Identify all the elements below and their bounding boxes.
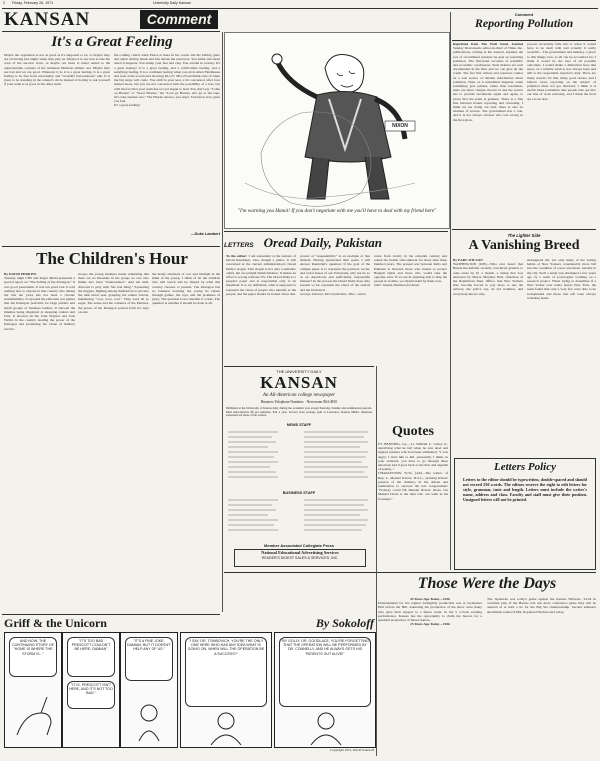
editorial-signature: —Duke Lambert: [190, 232, 220, 236]
quotes-headline: Quotes: [392, 424, 434, 439]
pollution-col2: process invariably falls into it when it would have to be dealt with and actually it really wouldn't... The government and industry, a place to talk things over, so all can be accounted for; I think it would be the best of all possible outcomes. I would make a distinction here that news, as a reliable service, has always been and still is the responsible reporter's duty. There are many reasons for this, many good stories, and I believe news reporting on the subject of pollution must not get distorted. I think it is useful when journalists take people who get into our line of work seriously, and I think the facts are on our side.: [527, 42, 596, 101]
days-sub1: 45 Years Ago Today—1926: [410, 597, 450, 601]
letters-rule: [224, 231, 448, 232]
days-sub2: 25 Years Ago Today—1946: [410, 622, 450, 627]
letters-col1: [226, 254, 296, 362]
cartoon-drawing: [225, 33, 449, 228]
advertising-rep-title: National Educational Advertising Services: [261, 550, 339, 555]
cartoon-caption: "I'm warning you Hanoi! If you don't negotiate with me you'll have to deal with my friend here": [237, 208, 437, 214]
children-byline: By DAVID PERKINS: [4, 272, 37, 276]
letters-headline: Oread Daily, Pakistan: [263, 235, 382, 250]
comic-copyright: Copyright 1971, David Sokoloff: [329, 748, 374, 752]
lighter-text1: WASHINGTON (UPI)—Who ever heard that Bessie Rockefeller recently convinced glaziers to raise taxes by $1 a month, a ruling that was endorsed by Mayor Mayhew Ball, chairman of the Republican Dept. Office, that New Yorkers may become forced to pay more to use the subway, the police say, an old tradition, and everybody knows why.: [453, 262, 523, 296]
lighter-col2: endangered list, not only many of the vexing habits of New Yorkers considerably more fall into the condition of a new and mean, harshly in the city. Such a study was attempted a few years ago by a team of sociologists working on a research project. When trying to determine if a New Yorker ever really leaves New York, the team found that only a very few were able to be transplanted and those that left were always returning home.: [527, 258, 596, 300]
advertising-rep-box: [234, 549, 366, 567]
editorial-col1: Maybe the opposition is not as good as it's supposed to be, or maybe they are all having bad nights when they play us. Maybe it is our turn to ride the crest of the success wave, or maybe our heart is better suited to the unpredictable currents of the turbulent Midwest athletic sea. Maybe they are bad and we are good. Whatever it is, it is a great feeling. It is a great feeling to be free from uncertainty and "wouldn't but-someone" talk. It is great to be standing in the winner's circle instead of having to ask yourself if your team is as good as the other team.: [4, 53, 110, 87]
children-col2: troops; the young business leader remarking that there are no Russians in his group, no one who thinks he's been "brainwashed." And the kids. Allowed to play with "the real thing." Squeezing the triggers, fighting among themselves to get into the tank turret seat, grasping the ramon barrels, murmuring "cool, wow, cool." They were all so eager. The sense and the romance of the Marines, the power of the Pentagon poured forth for days on end.: [78, 272, 149, 314]
section-label-comment: Comment: [514, 12, 534, 17]
pollution-text: Sunday Dowstream, editor-in-chief of Times Inc. publications, writing in the Journal, explains the sort of recruitment pressure he gets on reporting pollution. The first-hand accounts of scientific and economic conclusions. Such matters are well documented in the files and we can give all the credit. The fact that writers and reporters cannot be a sole source of reliable information about pollution. Then, as it sometimes happens, when something gets printed, rather than resolution, there are more charges thrown in and the source has to provide documents again and again, to prove that the point is genuine. There is a fine line between honest reporting and crusading. I think we are doing our best, there is also an element of lecture. The government has a role, and it is not always obvious who was wrong in the first place.: [453, 46, 523, 122]
quotes-text1: FT. BENNING, Ga.—Lt. William L. Calley Jr., describing what he felt when he saw dead and injured soldiers who had been ambushed: "I was angry. I don't like to kill, personally. I think, in your stomach, you have to go through these emotions and it goes back to the hurt and anguish of seeing...": [378, 442, 448, 472]
staff-tagline: An All-American college newspaper: [262, 393, 336, 398]
lighter-byline: By EARL WILSON: [453, 258, 483, 262]
masthead-rule: [2, 31, 220, 32]
comic-panel-2: [62, 632, 120, 748]
comic-bubble-2: "IT'S TOO BAD PRESCOTT COULDN'T BE HERE, DAMIAN": [67, 637, 115, 677]
unicorn-drawing: [11, 695, 55, 741]
comic-right-title: By Sokoloff: [315, 616, 374, 630]
comic-bubble-6: "BY GOLLY, DR. GOODLACE, YOU'RE FORGETTING THAT THE OPERATION WILL BE PERFORMED BY DR. CONNELLY, AND HE ALWAYS GETS HIS PATIENTS OUT ALIVE!": [279, 637, 371, 707]
lighter-headline: A Vanishing Breed: [468, 238, 580, 253]
column-rule-3: [376, 366, 377, 756]
member-acp: Member Associated Collegiate Press: [264, 543, 334, 548]
letters-col3: [374, 254, 447, 362]
cartoon-placard: NIXON: [392, 123, 408, 129]
letters-text1: I am astounded at the naivete of David Randolph, who, though a junior, is still concerned at the current administration's Oread Daily's slogan. That slogan is not only a semantic outlet, but an outright disinformation. It makes an effort to wrong with the US. The Oread Daily is a people's paper and is responsible only to its masthead. It is, by definition, what is supposed to represent the views of people who identify as the people, and the paper should be honest about that.: [226, 254, 296, 296]
letters-policy-headline: Letters Policy: [493, 461, 556, 473]
comic-panel-3: [120, 632, 178, 748]
editorial-text2: the coming clutch when Pierre is there in his couch and his balling glare and quick darting hands and fast means the turnovers. You smile and shout when it happens. You stomp your feet and clap. You scream in ecstasy. It's a great feeling! It is a great feeling, and a comfortable feeling, and a satisfying feeling. It is a confident feeling when you sit in Allen Fieldhouse and look at the scoreboard showing KU-27, MU-23 and think only of when the big surge will come. You shift in your seat, a bit concerned, after four missed shots, but you are not concerned with the possibility of a loss, but with the fact that your team has not yet begun to lead. You don't say "Come on Hawks" or "Sever Hawks," but "Let's go Hawks, let's go to the tape, let's take another one." The Hawks answer, you erupt. You know how great you feel.: [114, 53, 220, 104]
editorial-cartoon: [224, 32, 450, 229]
letters-text3: come from rivalry in the eleventh century and raised the Indian subcontinent for more than three hundred years. The present war between India and Pakistan is between those who intend to protect Bengali rights and those who would take the opposite view. If we are in anything able to help the people in trouble, we should stand by them now.: [374, 254, 447, 284]
pollution-col1: [453, 42, 523, 202]
pollution-headline: Reporting Pollution: [474, 16, 574, 30]
quotes-text2: CHARLESTON, W.Va. (AP)—The widow of Rep. L. Mendel Rivers, D-S.C., praising Rivers' passion of the military, in the debate and nomination to succeed the late congressman: "Nobody could fill Mendel Rivers' shoes, but Mendel Davis is the man who can walk in his footsteps.": [378, 471, 448, 501]
letters-col2: [300, 254, 370, 362]
children-col1: [4, 272, 75, 610]
folio-line: [3, 1, 597, 7]
comic-panel-4: [180, 632, 272, 748]
children-rule: [2, 246, 220, 247]
column-rule-2: [450, 12, 451, 570]
quotes-col: [378, 442, 448, 568]
staff-kansan: KANSAN: [260, 373, 338, 392]
business-staff-list: [228, 497, 370, 539]
comic-bubble-5: "I SAY, DR. TOMBOVICH, YOU'RE THE ONLY ONE HERE WHO HAS ANY IDEA WHAT IS GOING ON. WHEN WILL THE OPERATION BE A SUCCESS?": [185, 637, 267, 707]
editorial-col2: [114, 53, 220, 229]
days-headline: Those Were the Days: [417, 575, 557, 592]
letters-signature2: Siber Javaid, Pakistan freshman: [374, 283, 420, 288]
griff-drawing: [131, 701, 167, 741]
lighter-label: The Lighter Side: [507, 233, 541, 238]
comment-badge: Comment: [140, 10, 218, 29]
comics-rule-left: [2, 614, 220, 615]
comic-panel-1: [4, 632, 62, 748]
issue-date: Friday, February 26, 1971: [12, 1, 54, 5]
children-headline: The Children's Hour: [36, 249, 188, 268]
doctor-drawing-1: [201, 711, 251, 745]
comic-panel-5: [274, 632, 376, 748]
children-text1: Tuesday night CBS and Roger Mudd presented a special report on "The Selling of the Pentagon." It was good journalism. It was ten years late. It told nothing new to anyone in this country who during the last ten years has not been a chronic somnambulist. It reported the elaborate war games that the Pentagon performs for large publics and small groups of business leaders. It showed the missiles being displayed at shopping centers and fairs. It showed all the John Waynes and Jack Webbs in the country lauding the power of the Pentagon and promoting the virtue of military service.: [4, 276, 75, 331]
comic-left-title: Griff & the Unicorn: [4, 616, 107, 630]
staff-phones: Business Telephone Numbers · Newsroom 864-4810: [260, 400, 338, 404]
folio-rule: [2, 8, 598, 9]
staff-box: [224, 366, 374, 567]
letters-text2: protest of "responsibility" is an example of that attitude. Having questioned their goals, I will answer Randolph's question: if the goal of the campus paper is to represent the political, social, and racial issues of our University, why not do so as an objectively and sufficiently responsible manner? In the process the Oread Daily does only present so far represent the views of the radical and the frustrated.: [300, 254, 370, 292]
letters-policy-text: Letters to the editor should be typewritten, double-spaced and should not exceed 250 words. The editors reserve the right to edit letters for style, grammar, taste and length. Letters must include the writer's name, address and class. Faculty and staff must give their position. Unsigned letters will not be printed.: [463, 477, 587, 502]
advertising-rep-sub: READER'S DIGEST SALES & SERVICES, INC.: [261, 555, 339, 560]
lighter-col1: [453, 258, 523, 408]
page-number: 2: [3, 1, 5, 5]
letters-salutation: To the editor:: [226, 254, 248, 258]
editorial-headline: It's a Great Feeling: [51, 34, 173, 50]
days-rule: [224, 572, 596, 573]
letters-label: LETTERS: [224, 242, 254, 249]
letters-policy-box: [454, 458, 596, 570]
days-col1: [378, 597, 482, 757]
news-staff-list: [228, 429, 370, 489]
days-col2: The Jayhawks was today's game against the Kansas Wildcats, 34-24 in overtime play. If the Hawks win one more conference game they will be assured of at least a tie for the Big Six championship. Second semester enrollment totaled 3,984, Raymond Nichols said today.: [487, 597, 596, 614]
news-staff-label: NEWS STAFF: [286, 423, 312, 427]
letters-signature1: George Johnson, McConnelsville, Wisc., senior: [300, 291, 367, 296]
business-staff-label: BUSINESS STAFF: [282, 491, 316, 495]
children-col3: the heady emotions of war and triumph in the mind of the young. I think of all the children who will watch and be shaped by what this country chooses to present. The Pentagon has no business teaching the young its values through games, the toys, and the promises of glory. The question is not whether it works. The question is whether it should be done at all.: [152, 272, 220, 306]
comic-bubble-4: "IT'S A FINE JOKE, DAMIAN. BUT IT DOESN'T HELP ANY OF US.": [125, 637, 173, 681]
lighter-rule: [452, 229, 596, 230]
pollution-credit: Reprinted from The Wall Street Journal: [453, 42, 523, 46]
paper-name: University Daily Kansan: [153, 1, 191, 5]
comic-bubble-3: "IT IS, PRESCOTT ISN'T HERE, AND IT'S NOT TOO BAD.": [67, 681, 115, 709]
pollution-rule: [452, 40, 596, 41]
staff-fineprint: Published at the University of Kansas daily during the academic year except Saturday, Sunday and examination periods. Mail subscriptions $6 per semester, $10 a year. Second class postage paid at Lawrence, Kansas 66044. Opinions expressed are those of the writers.: [226, 406, 372, 418]
kansan-masthead: KANSAN: [4, 9, 91, 30]
editorial-text3: It's a great feeling!: [114, 103, 141, 108]
column-rule-1: [222, 32, 223, 612]
staff-univ: THE UNIVERSITY DAILY: [276, 369, 322, 374]
comic-bubble-1: AND NOW, THE CONTINUING STORY OF "HOME IS WHERE THE STORM IS...": [9, 637, 57, 677]
days-text1: Entertainment for the regular fortnightly production was at Jayhawker Hall before the Hill. Attending the production of the show were many who gave their support to a future event. In the 5 o'clock evening performance, Kansas has the opportunity to claim the honors for a splendid production of mixed dances.: [378, 601, 482, 623]
doctor-drawing-2: [301, 711, 351, 745]
